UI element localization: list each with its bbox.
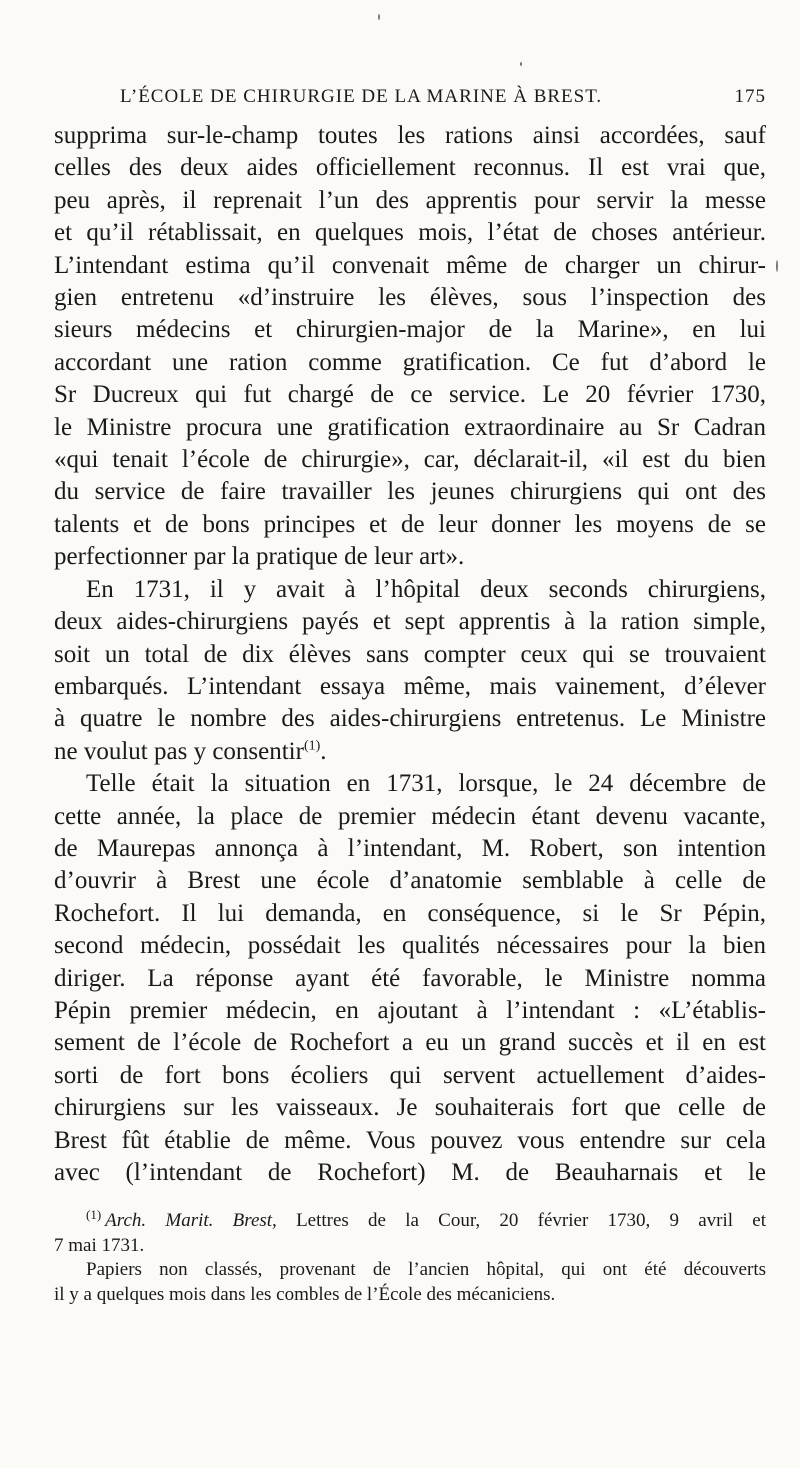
text-line: Telle était la situation en 1731, lorsque, le 24 décembre de	[86, 770, 766, 798]
text-line: peu après, il reprenait l’un des apprentis pour servir la messe	[54, 186, 766, 214]
footnotes	[54, 1209, 766, 1307]
text-line: diriger. La réponse ayant été favorable, le Ministre nomma	[54, 964, 766, 992]
footnote-line: il y a quelques mois dans les combles de l’École des mécaniciens.	[54, 1283, 556, 1305]
text-line: L’intendant estima qu’il convenait même de charger un chirur-	[54, 251, 766, 279]
text-line: et qu’il rétablissait, en quelques mois, l’état de choses antérieur.	[54, 219, 766, 247]
text-line: cette année, la place de premier médecin étant devenu vacante,	[54, 802, 766, 830]
text-line: ne voulut pas y consentir	[54, 737, 304, 765]
scan-speck	[520, 62, 522, 66]
text-line: Brest fût établie de même. Vous pouvez vous entendre sur cela	[54, 1126, 766, 1154]
text-line: supprima sur-le-champ toutes les rations ainsi accordées, sauf	[54, 122, 766, 149]
text-line: talents et de bons principes et de leur donner les moyens de se	[54, 510, 766, 538]
text-line: soit un total de dix élèves sans compter ceux qui se trouvaient	[54, 640, 766, 668]
text-line: perfectionner par la pratique de leur art».	[54, 543, 465, 571]
footnote-line: 7 mai 1731.	[54, 1234, 145, 1256]
text-line: second médecin, possédait les qualités nécessaires pour la bien	[54, 932, 766, 960]
footnote-text: Lettres de la Cour, 20 février 1730, 9 avril et	[296, 1210, 766, 1232]
text-line-with-footnote	[54, 736, 766, 768]
footnote-reference: (1)	[303, 738, 321, 754]
running-head-title: L’ÉCOLE DE CHIRURGIE DE LA MARINE À BREST.	[120, 86, 603, 107]
text-line: d’ouvrir à Brest une école d’anatomie semblable à celle de	[54, 867, 766, 895]
text-line: avec (l’intendant de Rochefort) M. de Beauharnais et le	[54, 1159, 766, 1186]
footnote-line	[54, 1209, 766, 1234]
running-head	[120, 86, 766, 108]
footnote-reference-tail: .	[320, 737, 327, 765]
scan-speck	[776, 260, 778, 272]
footnote-marker: (1)	[86, 1207, 102, 1223]
text-line: accordant une ration comme gratification. Ce fut d’abord le	[54, 348, 766, 376]
body-text	[54, 120, 766, 1189]
text-line: embarqués. L’intendant essaya même, mais vainement, d’élever	[54, 672, 766, 700]
text-line: Rochefort. Il lui demanda, en conséquence, si le Sr Pépin,	[54, 899, 766, 927]
page-number: 175	[734, 86, 766, 107]
page	[54, 86, 766, 1307]
text-line: Pépin premier médecin, en ajoutant à l’intendant : «L’établis-	[54, 996, 766, 1024]
text-line: deux aides-chirurgiens payés et sept apprentis à la ration simple,	[54, 608, 766, 636]
text-line: chirurgiens sur les vaisseaux. Je souhaiterais fort que celle de	[54, 1094, 766, 1122]
text-line: de Maurepas annonça à l’intendant, M. Robert, son intention	[54, 834, 766, 862]
text-line: Sr Ducreux qui fut chargé de ce service. Le 20 février 1730,	[54, 381, 766, 409]
scan-speck	[378, 14, 380, 20]
text-line: du service de faire travailler les jeunes chirurgiens qui ont des	[54, 478, 766, 506]
text-line: «qui tenait l’école de chirurgie», car, déclarait-il, «il est du bien	[54, 446, 766, 474]
text-line: sorti de fort bons écoliers qui servent actuellement d’aides-	[54, 1061, 766, 1089]
text-line: En 1731, il y avait à l’hôpital deux seconds chirurgiens,	[86, 575, 766, 603]
text-line: à quatre le nombre des aides-chirurgiens entretenus. Le Ministre	[54, 705, 766, 733]
footnote-source: Arch. Marit. Brest,	[105, 1210, 277, 1232]
text-line: gien entretenu «d’instruire les élèves, sous l’inspection des	[54, 284, 766, 312]
footnote-line: Papiers non classés, provenant de l’ancien hôpital, qui ont été découverts	[86, 1259, 766, 1281]
text-line: sieurs médecins et chirurgien-major de la Marine», en lui	[54, 316, 766, 344]
text-line: sement de l’école de Rochefort a eu un grand succès et il en est	[54, 1029, 766, 1057]
text-line: le Ministre procura une gratification extraordinaire au Sr Cadran	[54, 413, 766, 441]
text-line: celles des deux aides officiellement reconnus. Il est vrai que,	[54, 154, 766, 182]
